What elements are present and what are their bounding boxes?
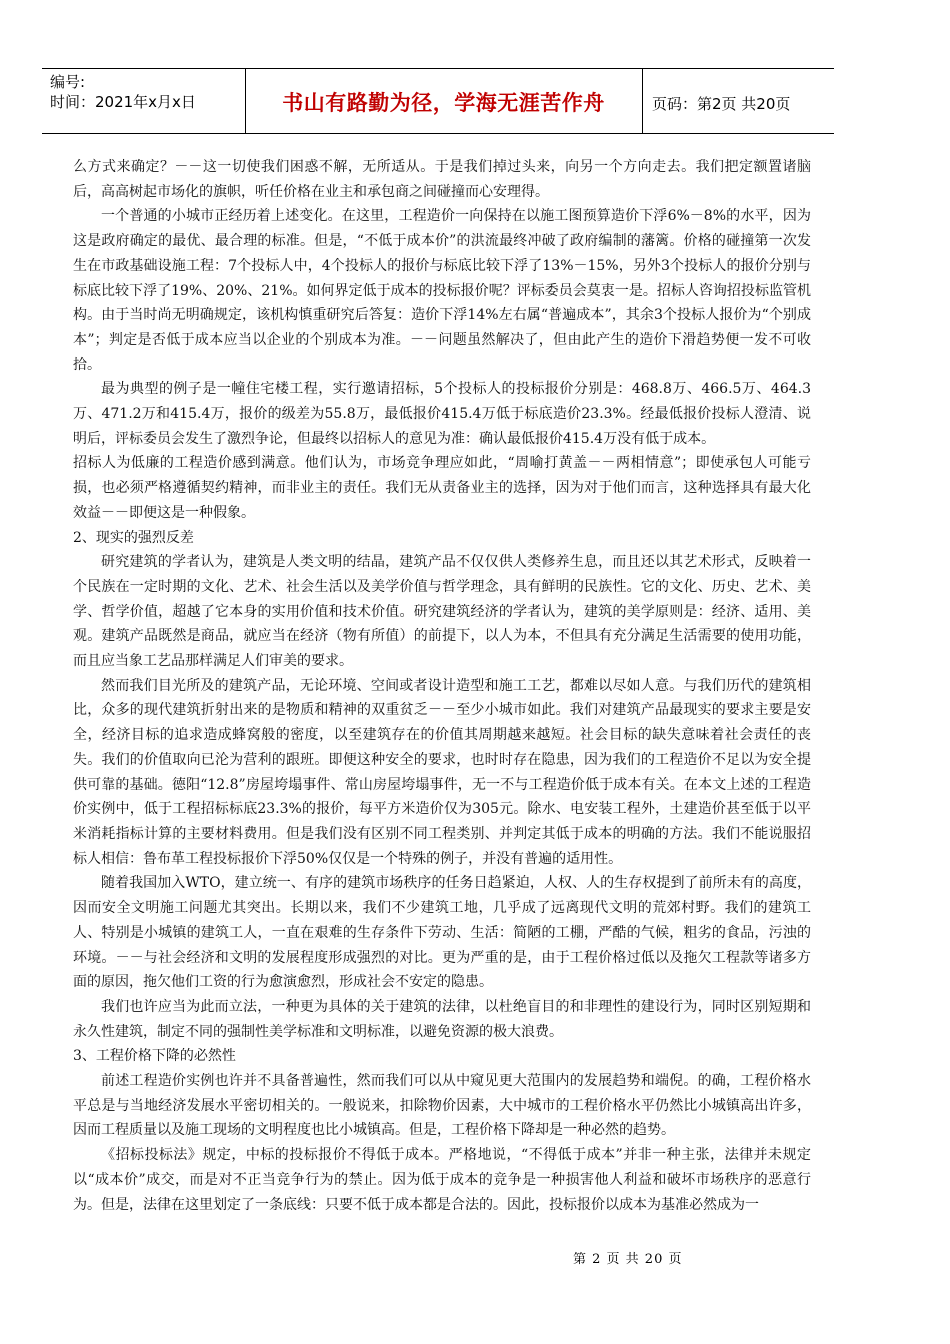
body-paragraph: 招标人为低廉的工程造价感到满意。他们认为，市场竞争理应如此，“周喻打黄盖－－两相情意”；即使承包人可能亏损，也必须严格遵循契约精神，而非业主的责任。我们无从责备业主的选择，因为对于他们而言，这种选择具有最大化效益－－即便这是一种假象。 <box>73 455 811 521</box>
header-page-cell <box>642 69 834 133</box>
body-paragraph: 最为典型的例子是一幢住宅楼工程，实行邀请招标，5个投标人的投标报价分别是：468.8万、466.5万、464.3万、471.2万和415.4万，报价的级差为55.8万，最低报价415.4万低于标底造价23.3%。经最低报价投标人澄清、说明后，评标委员会发生了激烈争论，但最终以招标人的意见为准：确认最低报价415.4万没有低于成本。 <box>73 381 811 447</box>
body-paragraph: 我们也许应当为此而立法，一种更为具体的关于建筑的法律，以杜绝盲目的和非理性的建设行为，同时区别短期和永久性建筑，制定不同的强制性美学标准和文明标准，以避免资源的极大浪费。 <box>73 998 811 1040</box>
body-paragraph: 前述工程造价实例也许并不具备普遍性，然而我们可以从中窥见更大范围内的发展趋势和端倪。的确，工程价格水平总是与当地经济发展水平密切相关的。一般说来，扣除物价因素，大中城市的工程价格水平仍然比小城镇高出许多，因而工程质量以及施工现场的文明程度也比小城镇高。但是，工程价格下降却是一种必然的趋势。 <box>73 1073 811 1139</box>
page-footer: 第 2 页 共 20 页 <box>573 1252 683 1267</box>
document-body <box>73 155 811 1217</box>
body-paragraph: 《招标投标法》规定，中标的投标报价不得低于成本。严格地说，“不得低于成本”并非一种主张，法律并未规定以“成本价”成交，而是对不正当竞争行为的禁止。因为低于成本的竞争是一种损害他人利益和破坏市场秩序的恶意行为。但是，法律在这里划定了一条底线：只要不低于成本都是合法的。因此，投标报价以成本为基准必然成为一 <box>73 1147 811 1213</box>
body-paragraph: 么方式来确定？－－这一切使我们困惑不解，无所适从。于是我们掉过头来，向另一个方向走去。我们把定额置诸脑后，高高树起市场化的旗帜，听任价格在业主和承包商之间碰撞而心安理得。 <box>73 159 811 200</box>
body-paragraph: 一个普通的小城市正经历着上述变化。在这里，工程造价一向保持在以施工图预算造价下浮6%－8%的水平，因为这是政府确定的最优、最合理的标准。但是，“不低于成本价”的洪流最终冲破了政府编制的藩篱。价格的碰撞第一次发生在市政基础设施工程：7个投标人中，4个投标人的报价与标底比较下浮了13%－15%，另外3个投标人的报价分别与标底比较下浮了19%、20%、21%。如何界定低于成本的投标报价呢？评标委员会莫衷一是。招标人咨询招投标监管机构。由于当时尚无明确规定，该机构慎重研究后答复：造价下浮14%左右属“普遍成本”，其余3个投标人报价为“个别成本”；判定是否低于成本应当以企业的个别成本为准。－－问题虽然解决了，但由此产生的造价下滑趋势便一发不可收拾。 <box>73 208 811 373</box>
page-header <box>42 68 834 134</box>
body-paragraph: 研究建筑的学者认为，建筑是人类文明的结晶，建筑产品不仅仅供人类修养生息，而且还以其艺术形式，反映着一个民族在一定时期的文化、艺术、社会生活以及美学价值与哲学理念，具有鲜明的民族性。它的文化、历史、艺术、美学、哲学价值，超越了它本身的实用价值和技术价值。研究建筑经济的学者认为，建筑的美学原则是：经济、适用、美观。建筑产品既然是商品，就应当在经济（物有所值）的前提下，以人为本，不但具有充分满足生活需要的使用功能，而且应当象工艺品那样满足人们审美的要求。 <box>73 554 811 670</box>
section-heading: 3、工程价格下降的必然性 <box>73 1048 236 1065</box>
section-heading: 2、现实的强烈反差 <box>73 529 194 546</box>
document-date-label: 时间：2021年x月x日 <box>50 93 196 111</box>
header-motto: 书山有路勤为径，学海无涯苦作舟 <box>282 91 605 115</box>
header-info-cell <box>42 69 246 133</box>
header-motto-cell <box>245 69 643 133</box>
document-number-label: 编号: <box>50 73 86 91</box>
body-paragraph: 随着我国加入WTO，建立统一、有序的建筑市场秩序的任务日趋紧迫，人权、人的生存权提到了前所未有的高度，因而安全文明施工问题尤其突出。长期以来，我们不少建筑工地，几乎成了远离现代文明的荒郊村野。我们的建筑工人、特别是小城镇的建筑工人，一直在艰难的生存条件下劳动、生活：简陋的工棚，严酷的气候，粗劣的食品，污浊的环境。－－与社会经济和文明的发展程度形成强烈的对比。更为严重的是，由于工程价格过低以及拖欠工程款等诸多方面的原因，拖欠他们工资的行为愈演愈烈，形成社会不安定的隐患。 <box>73 875 811 991</box>
body-paragraph: 然而我们目光所及的建筑产品，无论环境、空间或者设计造型和施工工艺，都难以尽如人意。与我们历代的建筑相比，众多的现代建筑折射出来的是物质和精神的双重贫乏－－至少小城市如此。我们对建筑产品最现实的要求主要是安全，经济目标的追求造成蜂窝般的密度，以至建筑存在的价值其周期越来越短。社会目标的缺失意味着社会责任的丧失。我们的价值取向已沦为营利的跟班。即便这种安全的要求，也时时存在隐患，因为我们的工程造价不足以为安全提供可靠的基础。德阳“12.8”房屋垮塌事件、常山房屋垮塌事件，无一不与工程造价低于成本有关。在本文上述的工程造价实例中，低于工程招标标底23.3%的报价，每平方米造价仅为305元。除水、电安装工程外，土建造价甚至低于以平米消耗指标计算的主要材料费用。但是我们没有区别不同工程类别、并判定其低于成本的明确的方法。我们不能说服招标人相信：鲁布革工程投标报价下浮50%仅仅是一个特殊的例子，并没有普遍的适用性。 <box>73 677 811 867</box>
header-page-number: 页码：第2页 共20页 <box>652 95 791 113</box>
